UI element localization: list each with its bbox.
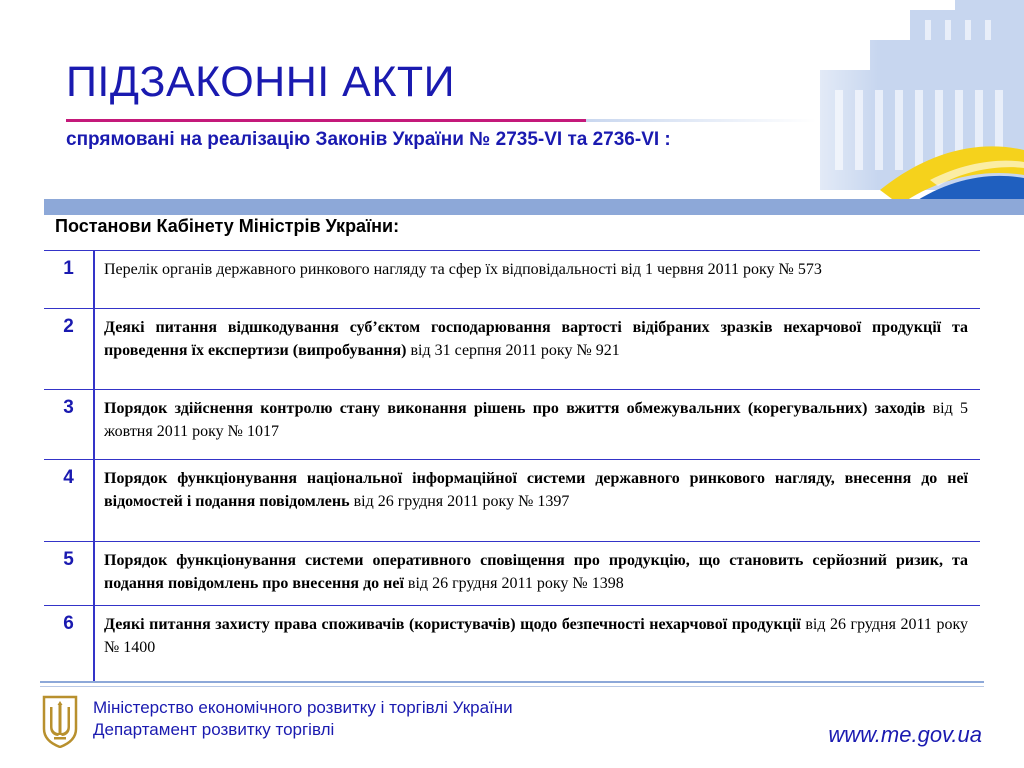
acts-table [44, 250, 980, 682]
act-name: Деякі питання захисту права споживачів (користувачів) щодо безпечності нехарчової продукції [104, 616, 801, 633]
act-description [104, 259, 968, 282]
table-row [44, 541, 980, 605]
act-number: 3 [63, 397, 74, 418]
table-row [44, 308, 980, 389]
act-name: Порядок функціонування системи оперативного сповіщення про продукцію, що становить серйозний ризик, та подання повідомлень про внесення до неї [104, 552, 968, 592]
table-row [44, 459, 980, 542]
title-underline-fade [586, 119, 816, 122]
footer-divider-thin [40, 686, 984, 687]
section-heading: Постанови Кабінету Міністрів України: [55, 216, 400, 236]
table-row [44, 251, 980, 308]
act-date: від 26 грудня 2011 року № 1397 [353, 492, 570, 510]
header-band [44, 199, 1024, 215]
page-title: ПІДЗАКОННІ АКТИ [66, 58, 456, 106]
act-name: Деякі питання відшкодування суб’єктом господарювання вартості відібраних зразків нехарчової продукції та проведення їх експертизи (випробування) [104, 319, 968, 359]
act-name: Порядок здійснення контролю стану виконання рішень про вжиття обмежувальних (корегувальних) заходів [104, 400, 926, 417]
act-date: від 31 серпня 2011 року № 921 [410, 341, 620, 359]
footer-divider [40, 681, 984, 683]
act-number: 4 [63, 467, 74, 488]
act-name: Порядок функціонування національної інформаційної системи державного ринкового нагляду, внесення до неї відомостей і подання повідомлень [104, 470, 968, 510]
act-description [104, 398, 968, 443]
act-date: від 26 грудня 2011 року № 1398 [407, 574, 624, 592]
page-subtitle: спрямовані на реалізацію Законів України № 2735-VI та 2736-VI : [66, 129, 671, 150]
act-date: від 1 червня 2011 року № 573 [620, 261, 822, 278]
act-number: 2 [63, 316, 74, 337]
ministry-name: Міністерство економічного розвитку і торгівлі України [93, 698, 513, 717]
act-description [104, 317, 968, 362]
trident-emblem-icon [40, 693, 80, 748]
website-link[interactable]: www.me.gov.ua [828, 722, 982, 747]
table-row [44, 605, 980, 682]
table-row [44, 389, 980, 460]
act-description [104, 468, 968, 513]
act-name: Перелік органів державного ринкового нагляду та сфер їх відповідальності [104, 261, 617, 278]
act-description [104, 550, 968, 595]
government-building-illustration [760, 0, 1024, 215]
title-underline [66, 119, 586, 122]
act-number: 5 [63, 549, 74, 570]
act-description [104, 614, 968, 659]
act-number: 1 [63, 258, 74, 279]
act-number: 6 [63, 613, 74, 634]
act-date: від 26 грудня 2011 року № 1400 [104, 616, 969, 656]
department-name: Департамент розвитку торгівлі [93, 720, 335, 739]
act-date: від 5 жовтня 2011 року № 1017 [104, 400, 969, 440]
